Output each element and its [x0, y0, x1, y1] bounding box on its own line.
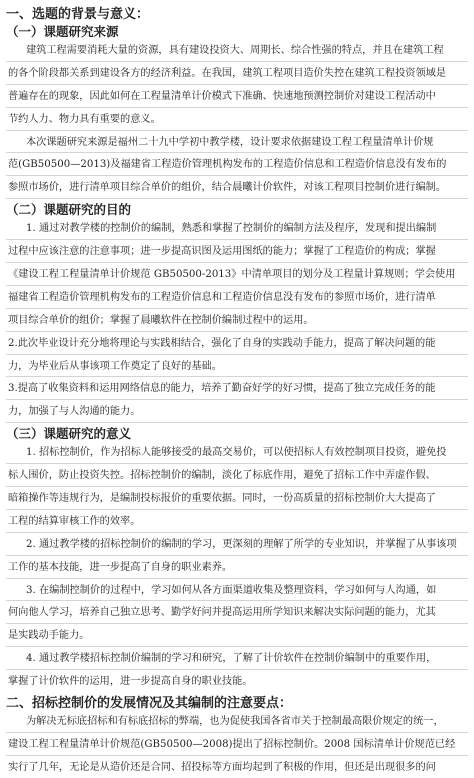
text-line: 1. 通过对教学楼的控制价的编制，熟悉和掌握了控制价的编制方法及程序，发现和提出编制: [6, 219, 468, 240]
text-line: 建筑工程需要消耗大量的资源，具有建设投资大、周期长、综合性强的特点，并且在建筑工程: [6, 41, 468, 62]
text-line: 标人围价，防止投资失控。招标控制价的编制，淡化了标底作用，避免了招标工作中弄虚作假、: [6, 466, 468, 487]
subsection-heading: （一）课题研究来源: [6, 24, 119, 39]
text-line: 2.此次毕业设计充分地将理论与实践相结合，强化了自身的实践动手能力，提高了解决问题的能: [6, 334, 468, 355]
text-line: 3.提高了收集资料和运用网络信息的能力，培养了勤奋好学的好习惯，提高了独立完成任务的能: [6, 379, 468, 400]
subsection-body: [6, 443, 468, 692]
subsection-body: [6, 219, 468, 423]
text-line: 项目综合单价的组价；掌握了晨曦软件在控制价编制过程中的运用。: [6, 311, 468, 332]
text-line: 何向他人学习，培养自己独立思考、勤学好问并提高运用所学知识来解决实际问题的能力，尤其: [6, 603, 468, 624]
text-line: 1. 招标控制价，作为招标人能够接受的最高交易价，可以使招标人有效控制项目投资，避免投: [6, 443, 468, 464]
text-line: 3. 在编制控制价的过程中，学习如何从各方面渠道收集及整理资料，学习如何与人沟通，如: [6, 581, 468, 602]
text-line: 力，加强了与人沟通的能力。: [6, 402, 468, 423]
text-line: 过程中应该注意的注意事项；进一步提高识图及运用图纸的能力；掌握了工程造价的构成；掌握: [6, 242, 468, 263]
text-line: 的各个阶段都关系到建设各方的经济利益。在我国，建筑工程项目造价失控在建筑工程投资领域是: [6, 64, 468, 85]
text-line: 《建设工程工程量清单计价规范 GB50500-2013》中清单项目的划分及工程量计算规则；学会使用: [6, 265, 468, 286]
text-line: 力，为毕业后从事该项工作奠定了良好的基础。: [6, 357, 468, 378]
text-line: 普遍存在的现象，因此如何在工程量清单计价模式下准确、快速地预测控制价对建设工程活动中: [6, 87, 468, 108]
text-line: 4. 通过教学楼招标控制价编制的学习和研究，了解了计价软件在控制价编制中的重要作用，: [6, 649, 468, 670]
text-line: 实行了几年，无论是从造价还是合同、招投标等方面均起到了积极的作用，但还是出现很多的问: [8, 761, 436, 773]
text-line: 工作的基本技能，进一步提高了自身的职业素养。: [6, 558, 468, 579]
text-line: 是实践动手能力。: [6, 626, 468, 647]
text-line: 节约人力、物力具有重要的意义。: [6, 110, 468, 131]
text-line: 暗箱操作等违规行为，是编制投标报价的重要依据。同时，一份高质量的招标控制价大大提高了: [6, 489, 468, 510]
text-line: 范(GB50500—2013)及福建省工程造价管理机构发布的工程造价信息和工程造价信息没有发布的: [6, 155, 468, 176]
text-line: 掌握了计价软件的运用，进一步提高自身的职业技能。: [8, 676, 253, 688]
text-line: 为解决无标底招标和有标底招标的弊端，也为促使我国各省市关于控制最高限价规定的统一，: [6, 712, 468, 733]
text-line: 本次课题研究来源是福州二十九中学初中教学楼，设计要求依据建设工程工程量清单计价规: [6, 133, 468, 154]
subsection-body: [6, 41, 468, 199]
section-body: [6, 712, 468, 778]
text-line: 福建省工程造价管理机构发布的工程造价信息和工程造价信息没有发布的参照市场价，进行清单: [6, 288, 468, 309]
text-line: 2. 通过教学楼的招标控制价的编制的学习，更深刻的理解了所学的专业知识，并掌握了从事该项: [6, 535, 468, 556]
section-heading: 二、招标控制价的发展情况及其编制的注意要点：: [6, 696, 293, 712]
subsection-heading: （三）课题研究的意义: [6, 426, 132, 442]
text-line: 工程的结算审核工作的效率。: [6, 512, 468, 533]
section-heading: 一、选题的背景与意义：: [6, 7, 150, 22]
subsection-heading: （二）课题研究的目的: [6, 202, 132, 218]
text-line: 建设工程工程量清单计价规范(GB50500—2008)提出了招标控制价。2008 国标清单计价规范已经: [6, 735, 468, 756]
text-line: 参照市场价，进行清单项目综合单价的组价，结合晨曦计价软件，对该工程项目控制价进行编制。: [6, 178, 468, 199]
